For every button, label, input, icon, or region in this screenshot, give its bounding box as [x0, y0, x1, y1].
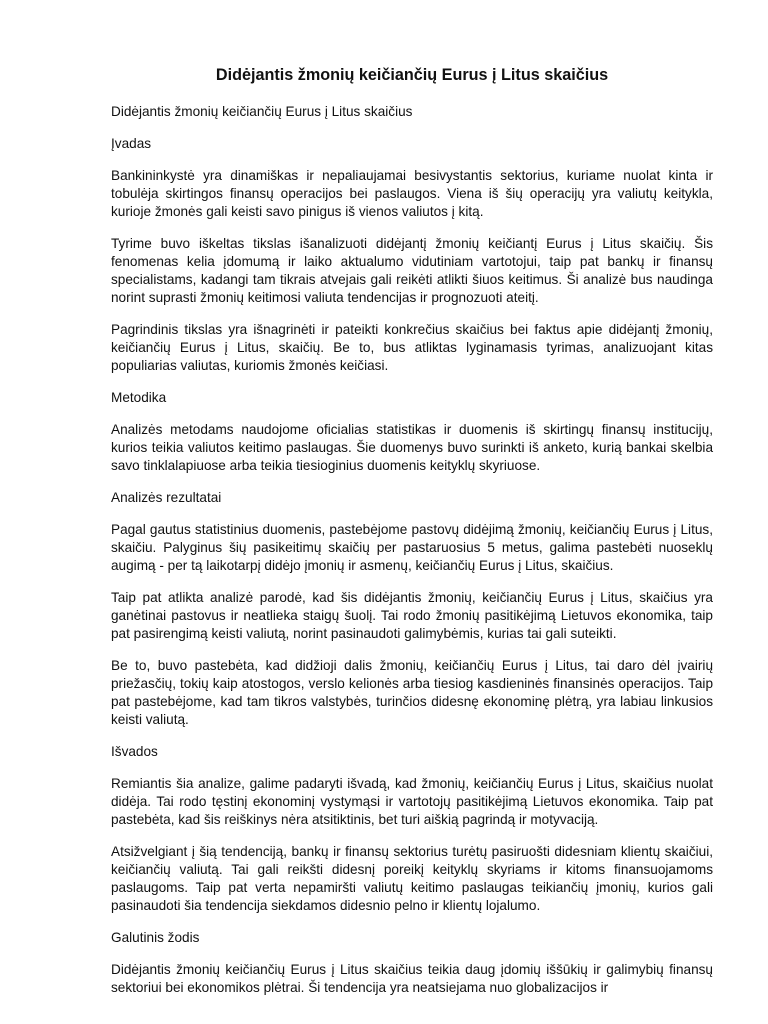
section-heading-galutinis-zodis: Galutinis žodis: [111, 930, 200, 945]
paragraph: Taip pat atlikta analizė parodė, kad šis didėjantis žmonių, keičiančių Eurus į Litus, skaičius yra ganėtinai pastovus ir neatlieka staigų šuolį. Tai rodo žmonių pasitikėjimą Lietuvos ekonomika, taip pat pasirengimą keisti valiutą, norint pasinaudoti galimybėmis, kurias tai gali suteikti.: [111, 590, 713, 641]
paragraph: Didėjantis žmonių keičiančių Eurus į Litus skaičius teikia daug įdomių iššūkių ir galimybių finansų sektoriui bei ekonomikos plėtrai. Ši tendencija yra neatsiejama nuo globalizacijos ir: [111, 962, 713, 995]
section-heading-metodika: Metodika: [111, 390, 167, 405]
paragraph: Be to, buvo pastebėta, kad didžioji dalis žmonių, keičiančių Eurus į Litus, tai daro dėl įvairių priežasčių, tokių kaip atostogos, verslo kelionės arba tiesiog kasdieninės finansinės operacijos. Taip pat pastebėjome, kad tam tikros valstybės, turinčios didesnę ekonominę plėtrą, yra labiau linkusios keisti valiutą.: [111, 658, 713, 727]
paragraph: Pagrindinis tikslas yra išnagrinėti ir pateikti konkrečius skaičius bei faktus apie didėjantį žmonių, keičiančių Eurus į Litus, skaičių. Be to, bus atliktas lyginamasis tyrimas, analizuojant kitas populiarias valiutas, kuriomis žmonės keičiasi.: [111, 322, 713, 373]
document-title: Didėjantis žmonių keičiančių Eurus į Litus skaičius: [215, 66, 609, 84]
paragraph: Bankininkystė yra dinamiškas ir nepaliaujamai besivystantis sektorius, kuriame nuolat kinta ir tobulėja skirtingos finansų operacijos bei paslaugos. Viena iš šių operacijų yra valiutų keitykla, kurioje žmonės gali keisti savo pinigus iš vienos valiutos į kitą.: [111, 168, 713, 219]
paragraph: Atsižvelgiant į šią tendenciją, bankų ir finansų sektorius turėtų pasiruošti didesniam klientų skaičiui, keičiančių valiutą. Tai gali reikšti didesnį poreikį keityklų skyriams ir kitoms finansuojamoms paslaugoms. Taip pat verta nepamiršti valiutų keitimo paslaugas teikiančių įmonių, kurios gali pasinaudoti šia tendencija siekdamos didesnio pelno ir klientų lojalumo.: [111, 844, 713, 913]
document-page: [111, 64, 713, 1011]
paragraph: Remiantis šia analize, galime padaryti išvadą, kad žmonių, keičiančių Eurus į Litus, skaičius nuolat didėja. Tai rodo tęstinį ekonominį vystymąsi ir vartotojų pasitikėjimą Lietuvos ekonomika. Taip pat pastebėta, kad šis reiškinys nėra atsitiktinis, bet turi aiškią pagrindą ir motyvaciją.: [111, 776, 713, 827]
paragraph: Analizės metodams naudojome oficialias statistikas ir duomenis iš skirtingų finansų institucijų, kurios teikia valiutos keitimo paslaugas. Šie duomenys buvo surinkti iš anketo, kurią bankai skelbia savo tinklalapiuose arba teikia tiesioginius duomenis keityklų skyriuose.: [111, 422, 713, 473]
paragraph: Tyrime buvo iškeltas tikslas išanalizuoti didėjantį žmonių keičiantį Eurus į Litus skaičių. Šis fenomenas kelia įdomumą ir laiko aktualumo vidutiniam vartotojui, taip pat bankų ir finansų specialistams, kadangi tam tikrais atvejais gali reikėti atlikti šiuos keitimus. Ši analizė bus naudinga norint suprasti žmonių keitimosi valiuta tendencijas ir prognozuoti ateitį.: [111, 236, 713, 305]
section-heading-isvados: Išvados: [111, 744, 158, 759]
section-heading-ivadas: Įvadas: [111, 136, 152, 151]
section-heading-analizes-rezultatai: Analizės rezultatai: [111, 490, 222, 505]
paragraph: Pagal gautus statistinius duomenis, pastebėjome pastovų didėjimą žmonių, keičiančių Eurus į Litus, skaičiu. Palyginus šių pasikeitimų skaičių per pastaruosius 5 metus, galima pastebėti nuoseklų augimą - per tą laikotarpį didėjo įmonių ir asmenų, keičiančių Eurus į Litus, skaičius.: [111, 522, 713, 573]
subtitle-heading: Didėjantis žmonių keičiančių Eurus į Litus skaičius: [111, 104, 413, 119]
